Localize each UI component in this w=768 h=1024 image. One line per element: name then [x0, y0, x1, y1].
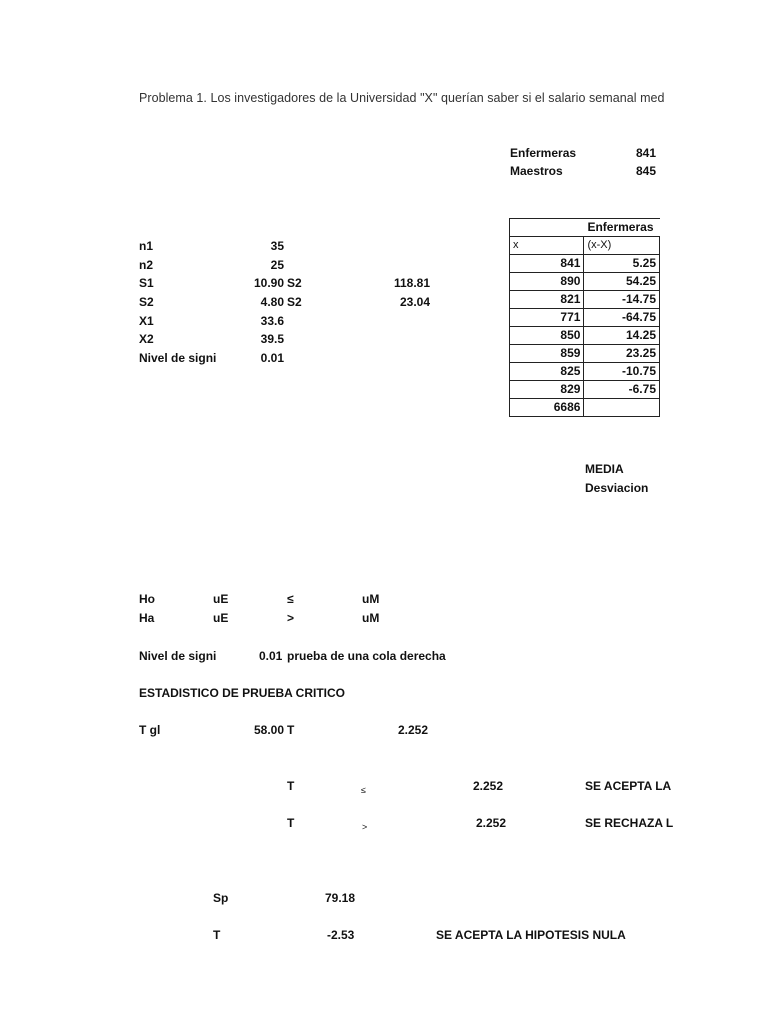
table-row: [510, 345, 660, 363]
nivel-label: Nivel de signi: [139, 649, 217, 663]
param-label: n2: [139, 258, 154, 272]
media-label: MEDIA: [585, 462, 624, 476]
decision-operator: >: [362, 822, 368, 832]
table-row: [510, 273, 660, 291]
param-s2-label: S2: [287, 295, 302, 309]
decision-t-label: T: [287, 779, 295, 793]
param-value: 10.90: [253, 276, 284, 290]
cell-x: 841: [510, 255, 584, 273]
cell-x: 850: [510, 327, 584, 345]
result-t-value: -2.53: [327, 928, 355, 942]
nivel-description: prueba de una cola derecha: [287, 649, 446, 663]
param-label: S1: [139, 276, 154, 290]
table-row: [510, 309, 660, 327]
hypothesis-name: Ha: [139, 611, 155, 625]
estadistico-label: ESTADISTICO DE PRUEBA CRITICO: [139, 686, 346, 700]
hypothesis-lhs: uE: [213, 611, 229, 625]
summary-label-enfermeras: Enfermeras: [510, 146, 577, 160]
cell-x: 825: [510, 363, 584, 381]
summary-value-enfermeras: 841: [636, 146, 657, 160]
tgl-label: T gl: [139, 723, 161, 737]
param-s2-value: 23.04: [399, 295, 430, 309]
problem-title: Problema 1. Los investigadores de la Universidad "X" querían saber si el salario semanal med: [139, 91, 665, 105]
cell-total: 6686: [510, 399, 584, 417]
cell-dev: 23.25: [584, 345, 660, 363]
hypothesis-name: Ho: [139, 592, 155, 606]
hypothesis-operator: ≤: [287, 592, 294, 606]
sp-value: 79.18: [325, 891, 356, 905]
hypothesis-operator: >: [287, 611, 295, 625]
param-value: 25: [270, 258, 284, 272]
cell-dev: 14.25: [584, 327, 660, 345]
summary-value-maestros: 845: [636, 164, 657, 178]
decision-t-label: T: [287, 816, 295, 830]
cell-x: 771: [510, 309, 584, 327]
cell-dev: -6.75: [584, 381, 660, 399]
table-row: [510, 255, 660, 273]
cell-dev: -10.75: [584, 363, 660, 381]
decision-value: 2.252: [473, 779, 504, 793]
nivel-value: 0.01: [259, 649, 283, 663]
param-value: 39.5: [260, 332, 284, 346]
cell-dev: -14.75: [584, 291, 660, 309]
hypothesis-lhs: uE: [213, 592, 229, 606]
col-header-dev: (x-X): [584, 237, 660, 255]
decision-value: 2.252: [476, 816, 507, 830]
result-t-label: T: [213, 928, 221, 942]
param-label: X1: [139, 314, 154, 328]
desviacion-label: Desviacion: [585, 481, 649, 495]
param-label: Nivel de signi: [139, 351, 217, 365]
param-value: 33.6: [260, 314, 284, 328]
cell-dev: -64.75: [584, 309, 660, 327]
result-conclusion: SE ACEPTA LA HIPOTESIS NULA: [436, 928, 626, 942]
sp-label: Sp: [213, 891, 229, 905]
hypothesis-rhs: uM: [362, 611, 380, 625]
t-critical-value: 2.252: [398, 723, 429, 737]
param-label: S2: [139, 295, 154, 309]
enfermeras-table: [509, 218, 660, 417]
cell-dev: 54.25: [584, 273, 660, 291]
table-row: [510, 327, 660, 345]
param-s2-value: 118.81: [393, 276, 430, 290]
cell-x: 821: [510, 291, 584, 309]
cell-x: 829: [510, 381, 584, 399]
table-row: [510, 363, 660, 381]
col-header-x: x: [510, 237, 584, 255]
cell-x: 859: [510, 345, 584, 363]
cell-empty: [584, 399, 660, 417]
param-label: X2: [139, 332, 154, 346]
param-value: 35: [270, 239, 284, 253]
table-row: [510, 381, 660, 399]
decision-text: SE RECHAZA L: [585, 816, 674, 830]
cell-dev: 5.25: [584, 255, 660, 273]
param-s2-label: S2: [287, 276, 302, 290]
hypothesis-rhs: uM: [362, 592, 380, 606]
param-value: 4.80: [260, 295, 284, 309]
table-total-row: [510, 399, 660, 417]
decision-operator: ≤: [361, 785, 366, 795]
table-header: Enfermeras: [510, 219, 660, 237]
t-critical-label: T: [287, 723, 295, 737]
tgl-value: 58.00: [253, 723, 284, 737]
table-row: [510, 291, 660, 309]
summary-label-maestros: Maestros: [510, 164, 563, 178]
param-value: 0.01: [260, 351, 284, 365]
cell-x: 890: [510, 273, 584, 291]
param-label: n1: [139, 239, 154, 253]
decision-text: SE ACEPTA LA: [585, 779, 672, 793]
